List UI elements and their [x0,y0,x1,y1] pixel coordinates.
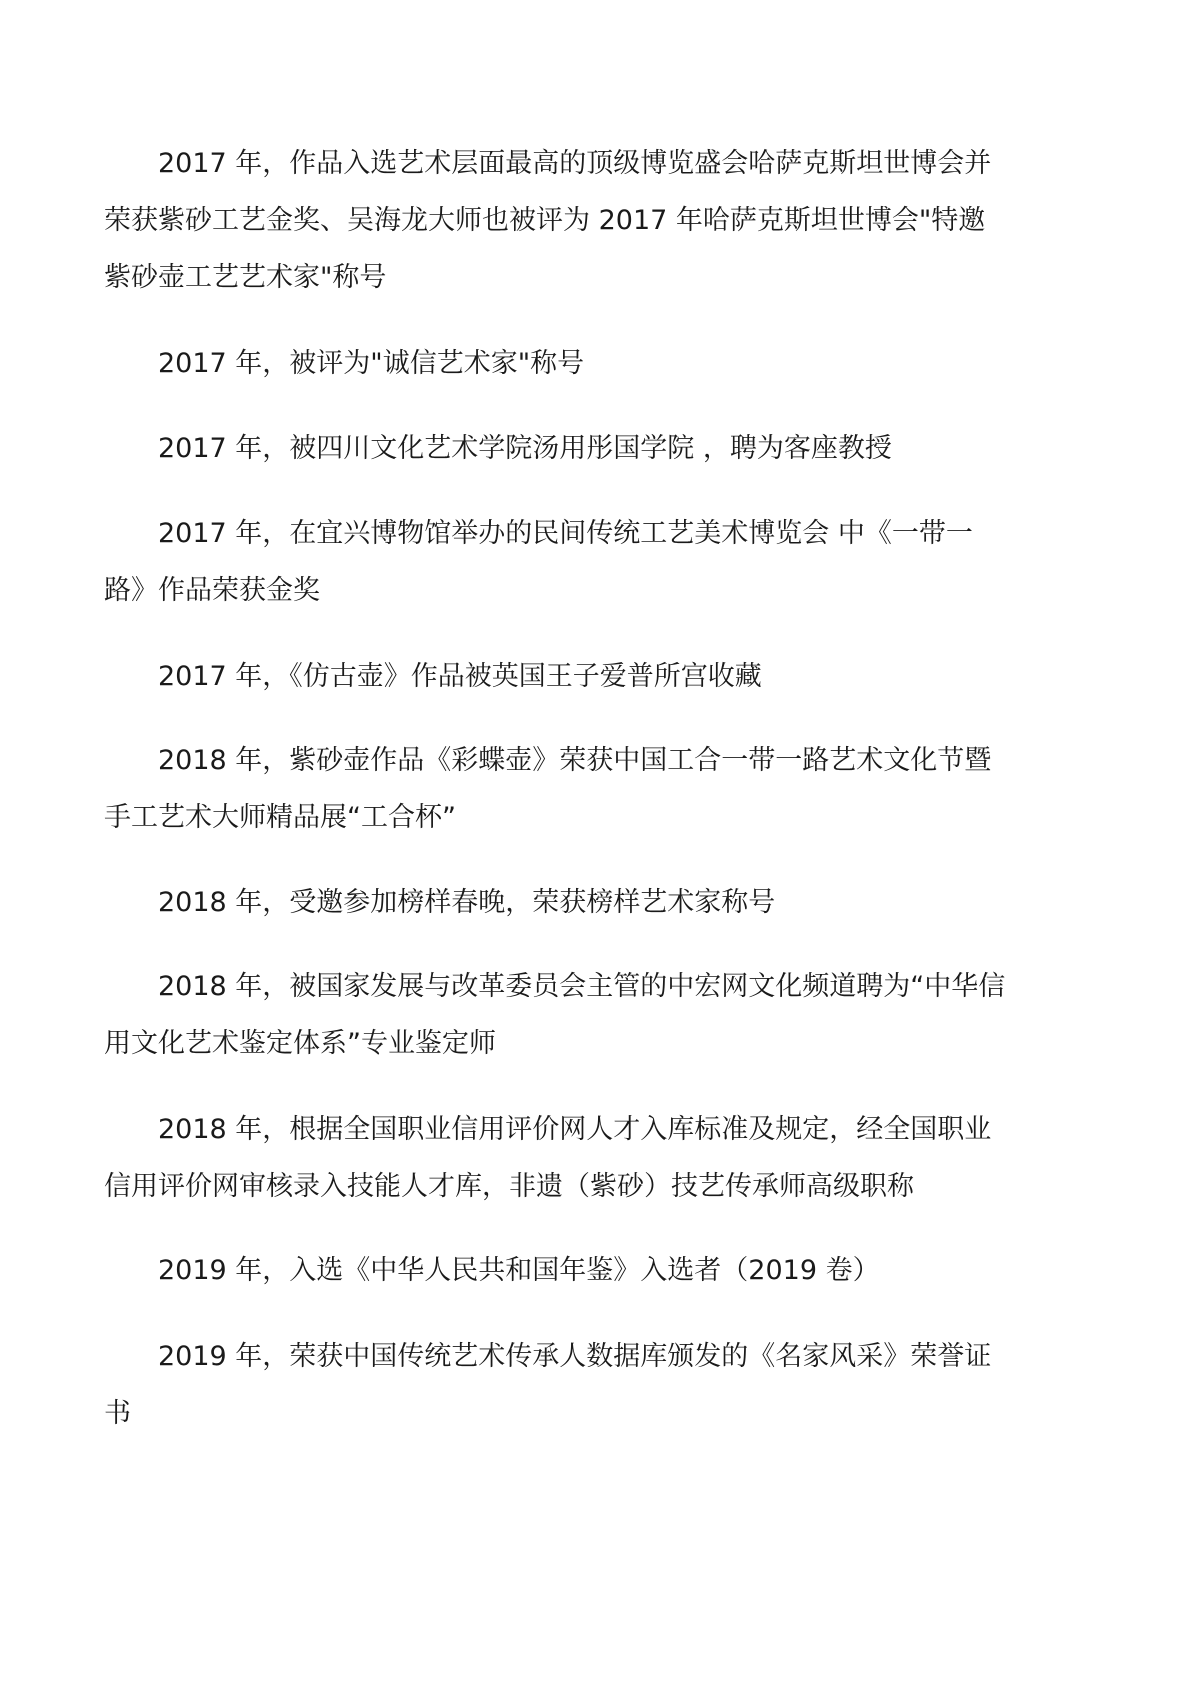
paragraph-2019-yearbook: 2019 年，入选《中华人民共和国年鉴》入选者（2019 卷） [158,1255,880,1286]
paragraph-2017-integrity-artist: 2017 年，被评为"诚信艺术家"称号 [158,348,585,379]
paragraph-2018-role-model-gala: 2018 年，受邀参加榜样春晚，荣获榜样艺术家称号 [158,887,776,918]
paragraph-2017-yixing-museum-gold: 2017 年，在宜兴博物馆举办的民间传统工艺美术博览会 中《一带一路》作品荣获金奖 [104,518,973,606]
paragraph-2018-talent-database: 2018 年，根据全国职业信用评价网人才入库标准及规定，经全国职业信用评价网审核录入技能人才库，非遗（紫砂）技艺传承师高级职称 [104,1114,992,1202]
paragraph-2018-appraiser: 2018 年，被国家发展与改革委员会主管的中宏网文化频道聘为“中华信用文化艺术鉴定体系”专业鉴定师 [104,971,1006,1059]
paragraph-2019-honor-certificate: 2019 年，荣获中国传统艺术传承人数据库颁发的《名家风采》荣誉证书 [104,1341,992,1429]
paragraph-2017-guest-professor: 2017 年，被四川文化艺术学院汤用彤国学院 ，聘为客座教授 [158,433,892,464]
paragraph-2017-kazakhstan-expo: 2017 年，作品入选艺术层面最高的顶级博览盛会哈萨克斯坦世博会并荣获紫砂工艺金奖、吴海龙大师也被评为 2017 年哈萨克斯坦世博会"特邀紫砂壶工艺艺术家"称号 [104,148,992,293]
paragraph-2018-butterfly-pot: 2018 年，紫砂壶作品《彩蝶壶》荣获中国工合一带一路艺术文化节暨手工艺术大师精品展“工合杯” [104,745,992,833]
paragraph-2017-antique-pot-collected: 2017 年，《仿古壶》作品被英国王子爱普所宫收藏 [158,661,762,692]
